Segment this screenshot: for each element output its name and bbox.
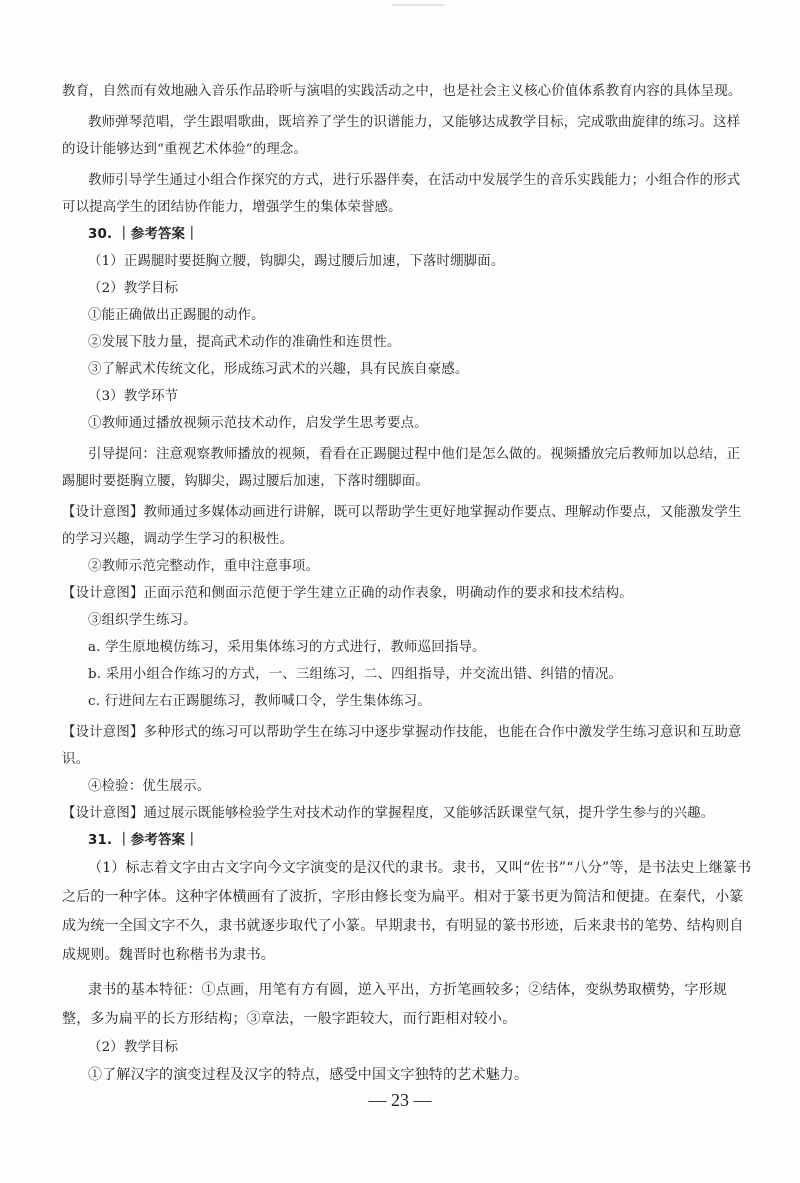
answer-line: ①能正确做出正踢腿的动作。 xyxy=(88,308,265,323)
answer-line: ③了解武术传统文化，形成练习武术的兴趣，具有民族自豪感。 xyxy=(88,362,469,377)
scan-mark xyxy=(392,4,444,6)
paragraph: 教师弹琴范唱，学生跟唱歌曲，既培养了学生的识谱能力，又能够达成教学目标，完成歌曲旋律的练习。这样的设计能够达到“重视艺术体验”的理念。 xyxy=(62,115,741,157)
answer-line: （2）教学目标 xyxy=(88,281,179,296)
design-intent: 【设计意图】教师通过多媒体动画进行讲解，既可以帮助学生更好地掌握动作要点、理解动作要点，又能激发学生的学习兴趣，调动学生学习的积极性。 xyxy=(62,505,742,547)
paragraph: 教育，自然而有效地融入音乐作品聆听与演唱的实践活动之中，也是社会主义核心价值体系教育内容的具体呈现。 xyxy=(62,84,742,99)
answer-line: b. 采用小组合作练习的方式，一、三组练习，二、四组指导，并交流出错、纠错的情况。 xyxy=(88,667,623,682)
page-body xyxy=(62,78,752,1090)
answer-line: c. 行进间左右正踢腿练习，教师喊口令，学生集体练习。 xyxy=(88,694,431,709)
page-number: — 23 — xyxy=(368,1090,432,1110)
answer-line: ①了解汉字的演变过程及汉字的特点，感受中国文字独特的艺术魅力。 xyxy=(88,1067,529,1083)
answer-line: （1）正踢腿时要挺胸立腰，钩脚尖，踢过腰后加速，下落时绷脚面。 xyxy=(88,254,505,269)
answer-line: ②教师示范完整动作，重申注意事项。 xyxy=(88,559,320,574)
design-intent: 【设计意图】通过展示既能够检验学生对技术动作的掌握程度，又能够活跃课堂气氛，提升学生参与的兴趣。 xyxy=(62,806,715,821)
question-30-heading: 30. ｜参考答案｜ xyxy=(88,227,199,242)
question-31-heading: 31. ｜参考答案｜ xyxy=(88,833,199,848)
answer-paragraph: 引导提问：注意观察教师播放的视频，看看在正踢腿过程中他们是怎么做的。视频播放完后教师加以总结，正踢腿时要挺胸立腰，钩脚尖，踢过腰后加速，下落时绷脚面。 xyxy=(62,447,741,489)
design-intent: 【设计意图】多种形式的练习可以帮助学生在练习中逐步掌握动作技能，也能在合作中激发学生练习意识和互助意识。 xyxy=(62,725,742,767)
answer-line: （2）教学目标 xyxy=(88,1040,179,1055)
answer-line: ③组织学生练习。 xyxy=(88,613,197,628)
answer-line: ④检验：优生展示。 xyxy=(88,779,211,794)
answer-paragraph: 隶书的基本特征：①点画，用笔有方有圆，逆入平出，方折笔画较多；②结体，变纵势取横势，字形规整，多为扁平的长方形结构；③章法，一般字距较大，而行距相对较小。 xyxy=(62,982,727,1027)
answer-line: ②发展下肢力量，提高武术动作的准确性和连贯性。 xyxy=(88,335,401,350)
design-intent: 【设计意图】正面示范和侧面示范便于学生建立正确的动作表象，明确动作的要求和技术结构。 xyxy=(62,586,633,601)
answer-paragraph: （1）标志着文字由古文字向今文字演变的是汉代的隶书。隶书，又叫“佐书”“八分”等，是书法史上继篆书之后的一种字体。这种字体横画有了波折，字形由修长变为扁平。相对于篆书更为简洁和便捷。在秦代，小篆成为统一全国文字不久，隶书就逐步取代了小篆。早期隶书，有明显的篆书形迹，后来隶书的笔势、结构则自成规则。魏晋时也称楷书为隶书。 xyxy=(62,860,752,963)
answer-line: ①教师通过播放视频示范技术动作，启发学生思考要点。 xyxy=(88,416,428,431)
answer-line: （3）教学环节 xyxy=(88,389,179,404)
answer-line: a. 学生原地模仿练习，采用集体练习的方式进行，教师巡回指导。 xyxy=(88,640,486,655)
paragraph: 教师引导学生通过小组合作探究的方式，进行乐器伴奏，在活动中发展学生的音乐实践能力；小组合作的形式可以提高学生的团结协作能力，增强学生的集体荣誉感。 xyxy=(62,173,741,215)
